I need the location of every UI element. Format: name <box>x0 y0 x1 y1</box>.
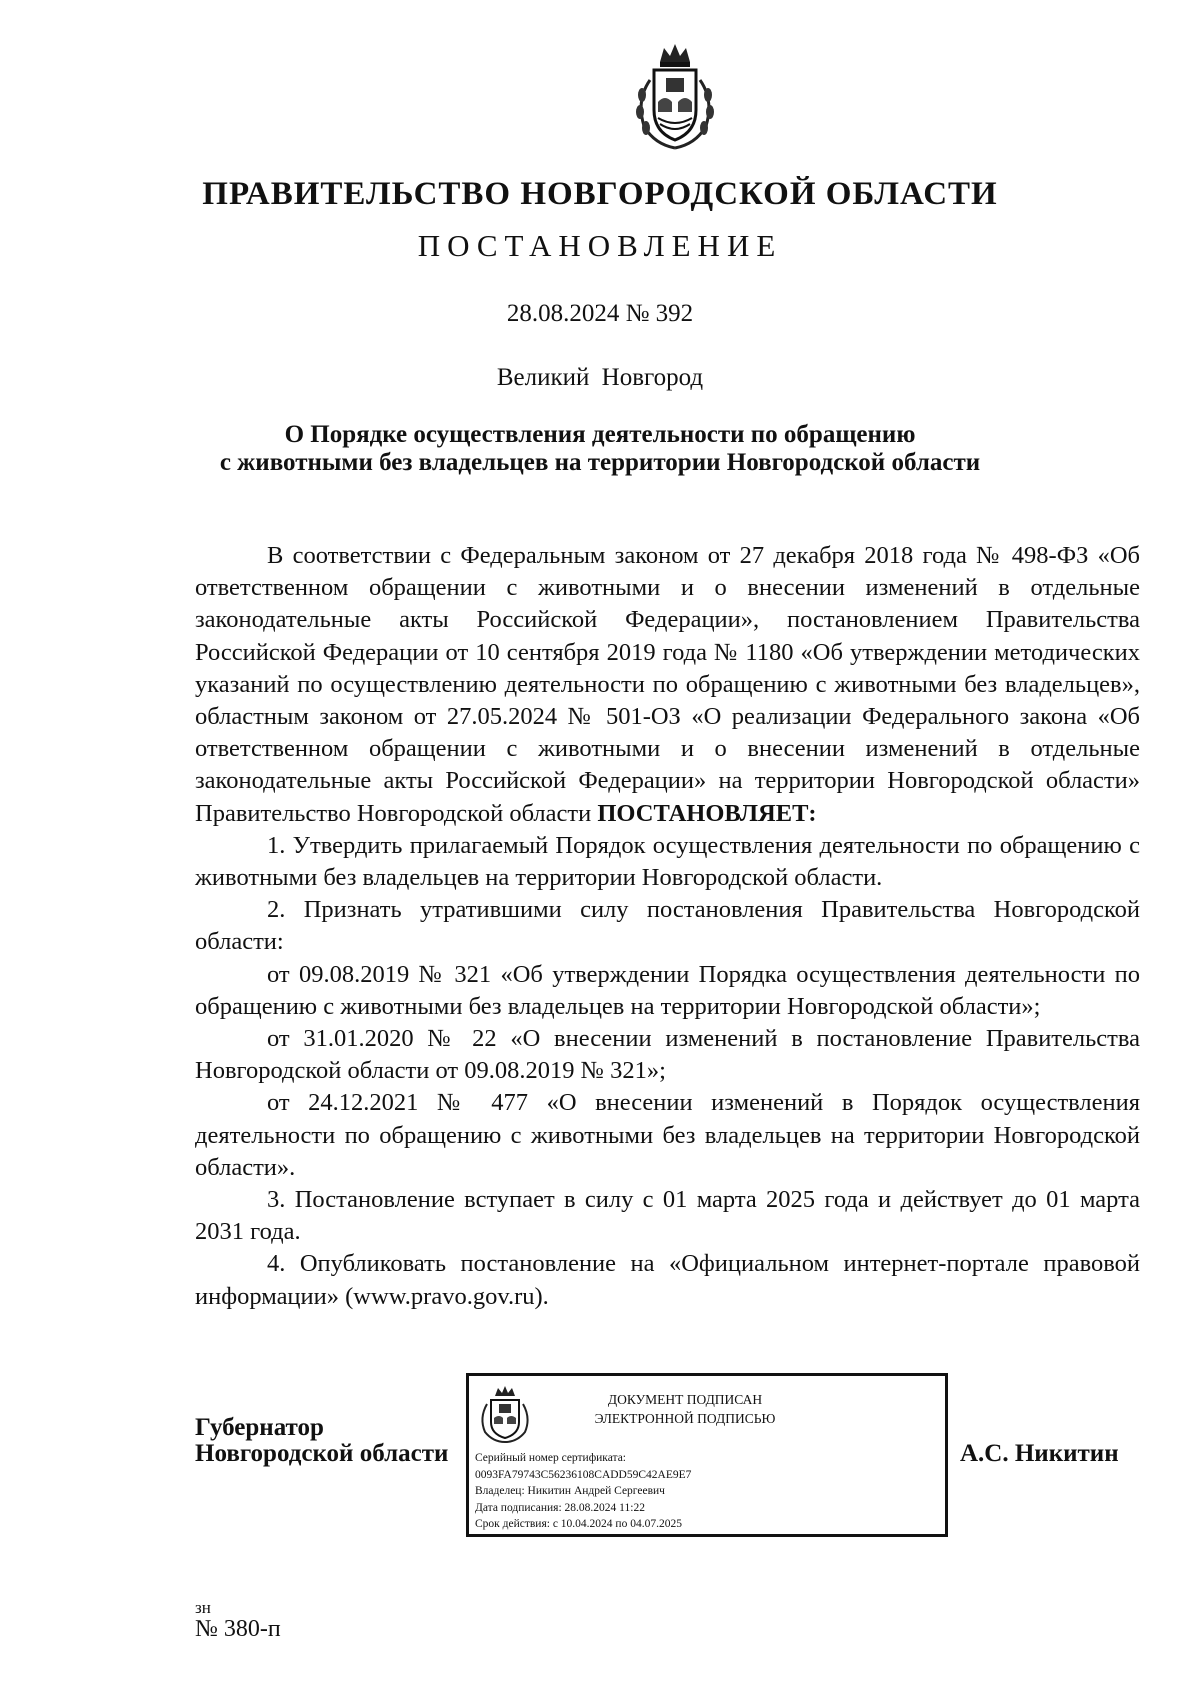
document-type: ПОСТАНОВЛЕНИЕ <box>417 228 783 263</box>
item-4: 4. Опубликовать постановление на «Официальном интернет-портале правовой информации» (www.pravo.gov.ru). <box>195 1250 1140 1310</box>
item-2-sub-3: от 24.12.2021 № 477 «О внесении изменений в Порядок осуществления деятельности по обращению с животными без владельцев на территории Новгородской области». <box>195 1089 1140 1181</box>
signatory-name: А.С. Никитин <box>960 1440 1119 1467</box>
coat-of-arms-icon <box>630 40 720 152</box>
subject-line-1: О Порядке осуществления деятельности по обращению <box>284 421 916 448</box>
subject-line-2: с животными без владельцев на территории Новгородской области <box>219 449 981 476</box>
certificate-validity: Срок действия: с 10.04.2024 по 04.07.2025 <box>475 1518 682 1530</box>
stamp-details <box>475 1450 691 1533</box>
organization-title: ПРАВИТЕЛЬСТВО НОВГОРОДСКОЙ ОБЛАСТИ <box>202 176 998 212</box>
stamp-title-line-2: ЭЛЕКТРОННОЙ ПОДПИСЬЮ <box>594 1411 776 1426</box>
item-2-sub-1: от 09.08.2019 № 321 «Об утверждении Порядка осуществления деятельности по обращению с животными без владельцев на территории Новгородской области»; <box>195 960 1140 1020</box>
item-1: 1. Утвердить прилагаемый Порядок осуществления деятельности по обращению с животными без владельцев на территории Новгородской области. <box>195 831 1140 892</box>
item-3: 3. Постановление вступает в силу с 01 марта 2025 года и действует до 01 марта 2031 года. <box>195 1186 1140 1246</box>
certificate-owner: Владелец: Никитин Андрей Сергеевич <box>475 1485 665 1497</box>
preamble-text: В соответствии с Федеральным законом от 27 декабря 2018 года № 498-ФЗ «Об ответственном обращении с животными и о внесении изменений в отдельные законодательные акты Российской Федерации», постановлением Правительства Российской Федерации от 10 сентября 2019 года № 1180 «Об утверждении методических указаний по осуществлению деятельности по обращению с животными без владельцев», областным законом от 27.05.2024 № 501-ОЗ «О реализации Федерального закона «Об ответственном обращении с животными и о внесении изменений в отдельные законодательные акты Российской Федерации» на территории Новгородской области» Правительство Новгородской области <box>195 542 1140 827</box>
stamp-title <box>565 1390 805 1428</box>
document-date-number: 28.08.2024 № 392 <box>506 300 694 327</box>
certificate-label: Серийный номер сертификата: <box>475 1452 626 1464</box>
document-subject <box>0 421 1200 477</box>
stamp-coat-of-arms-icon <box>477 1384 533 1444</box>
document-city: Великий Новгород <box>496 364 704 391</box>
stamp-title-line-1: ДОКУМЕНТ ПОДПИСАН <box>607 1392 763 1407</box>
item-2-sub-2: от 31.01.2020 № 22 «О внесении изменений в постановление Правительства Новгородской области от 09.08.2019 № 321»; <box>195 1025 1140 1085</box>
position-line-2: Новгородской области <box>195 1440 449 1467</box>
signatory-position <box>195 1415 448 1467</box>
document-body <box>195 540 1140 1313</box>
signing-date: Дата подписания: 28.08.2024 11:22 <box>475 1501 645 1514</box>
certificate-serial: 0093FA79743C56236108CADD59C42AE9E7 <box>475 1468 692 1481</box>
resolves-keyword: ПОСТАНОВЛЯЕТ: <box>597 799 817 827</box>
position-line-1: Губернатор <box>195 1414 324 1441</box>
electronic-signature-stamp <box>466 1373 948 1537</box>
preamble-paragraph <box>195 540 1140 830</box>
footer-number: № 380-п <box>195 1616 281 1642</box>
item-2: 2. Признать утратившими силу постановления Правительства Новгородской области: <box>195 896 1140 956</box>
footer-initials: зн <box>195 1598 211 1617</box>
